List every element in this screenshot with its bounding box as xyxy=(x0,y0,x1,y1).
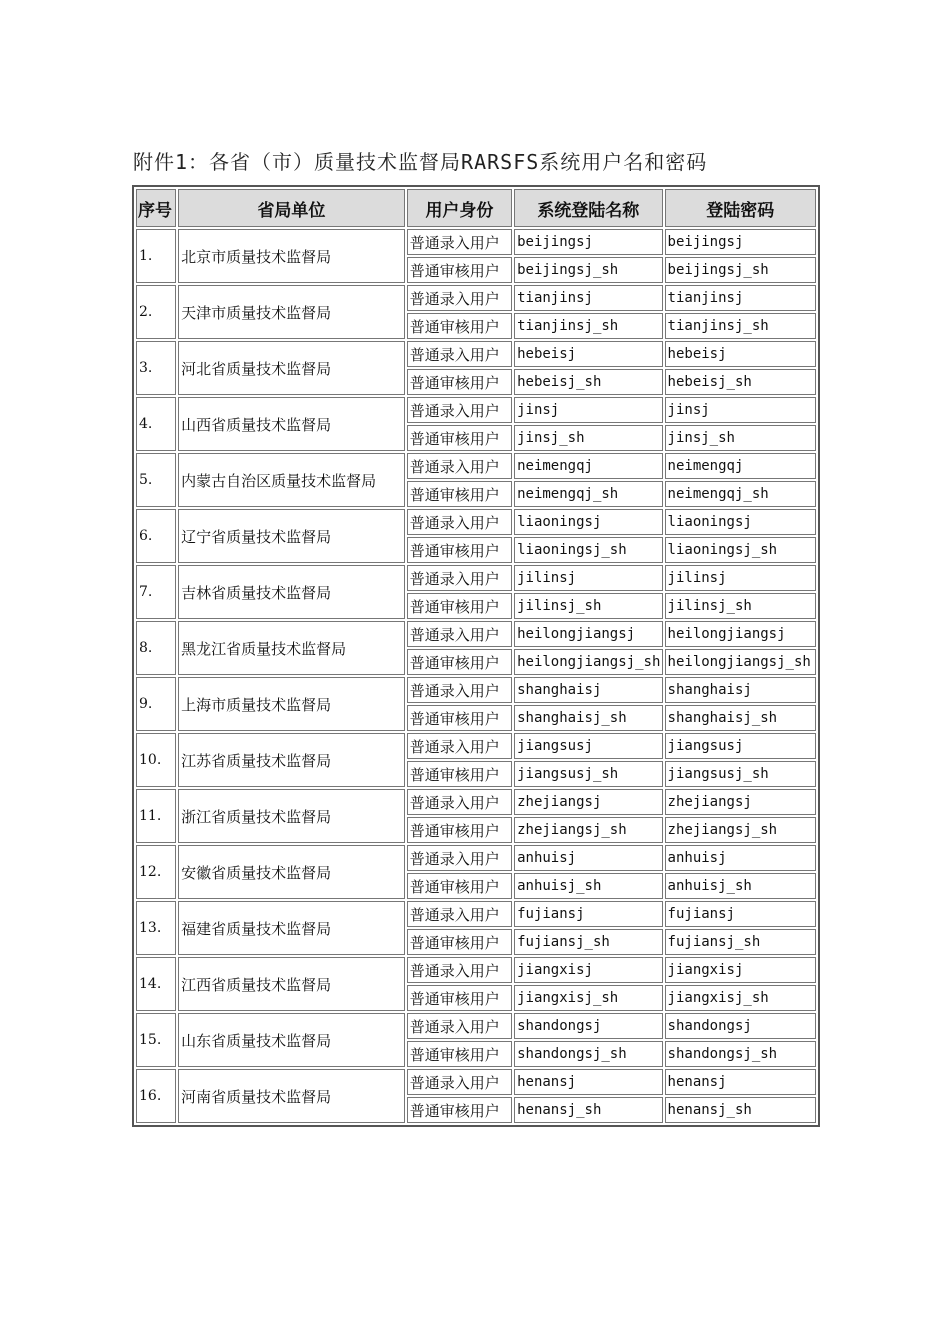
cell-login: zhejiangsj xyxy=(514,789,662,815)
cell-login: anhuisj_sh xyxy=(514,873,662,899)
cell-role: 普通审核用户 xyxy=(407,761,512,787)
cell-password: henansj_sh xyxy=(665,1097,816,1123)
cell-role: 普通录入用户 xyxy=(407,565,512,591)
cell-unit: 河南省质量技术监督局 xyxy=(178,1069,405,1123)
header-role: 用户身份 xyxy=(407,189,512,227)
cell-unit: 山东省质量技术监督局 xyxy=(178,1013,405,1067)
cell-role: 普通录入用户 xyxy=(407,957,512,983)
header-seq: 序号 xyxy=(136,189,176,227)
cell-login: zhejiangsj_sh xyxy=(514,817,662,843)
cell-seq: 3. xyxy=(136,341,176,395)
cell-login: jilinsj xyxy=(514,565,662,591)
cell-role: 普通审核用户 xyxy=(407,873,512,899)
cell-unit: 江苏省质量技术监督局 xyxy=(178,733,405,787)
cell-role: 普通录入用户 xyxy=(407,677,512,703)
cell-seq: 10. xyxy=(136,733,176,787)
cell-role: 普通录入用户 xyxy=(407,397,512,423)
table-row xyxy=(136,341,816,367)
cell-seq: 4. xyxy=(136,397,176,451)
cell-role: 普通审核用户 xyxy=(407,313,512,339)
cell-role: 普通审核用户 xyxy=(407,929,512,955)
cell-password: liaoningsj_sh xyxy=(665,537,816,563)
header-unit: 省局单位 xyxy=(178,189,405,227)
cell-unit: 山西省质量技术监督局 xyxy=(178,397,405,451)
cell-login: shanghaisj_sh xyxy=(514,705,662,731)
cell-login: jiangxisj xyxy=(514,957,662,983)
cell-password: henansj xyxy=(665,1069,816,1095)
table-row xyxy=(136,845,816,871)
table-header-row xyxy=(136,189,816,227)
cell-password: fujiansj_sh xyxy=(665,929,816,955)
cell-role: 普通审核用户 xyxy=(407,649,512,675)
cell-password: jiangsusj_sh xyxy=(665,761,816,787)
cell-login: shandongsj_sh xyxy=(514,1041,662,1067)
cell-role: 普通录入用户 xyxy=(407,229,512,255)
cell-role: 普通审核用户 xyxy=(407,537,512,563)
cell-login: shandongsj xyxy=(514,1013,662,1039)
cell-login: heilongjiangsj_sh xyxy=(514,649,662,675)
cell-unit: 浙江省质量技术监督局 xyxy=(178,789,405,843)
cell-unit: 江西省质量技术监督局 xyxy=(178,957,405,1011)
cell-role: 普通审核用户 xyxy=(407,369,512,395)
cell-login: shanghaisj xyxy=(514,677,662,703)
cell-role: 普通录入用户 xyxy=(407,901,512,927)
cell-seq: 7. xyxy=(136,565,176,619)
cell-login: fujiansj_sh xyxy=(514,929,662,955)
cell-unit: 天津市质量技术监督局 xyxy=(178,285,405,339)
cell-seq: 11. xyxy=(136,789,176,843)
cell-password: jilinsj xyxy=(665,565,816,591)
cell-login: neimengqj_sh xyxy=(514,481,662,507)
cell-password: shanghaisj_sh xyxy=(665,705,816,731)
table-row xyxy=(136,901,816,927)
cell-login: jinsj xyxy=(514,397,662,423)
cell-role: 普通审核用户 xyxy=(407,705,512,731)
cell-login: hebeisj_sh xyxy=(514,369,662,395)
cell-role: 普通录入用户 xyxy=(407,789,512,815)
cell-password: tianjinsj xyxy=(665,285,816,311)
cell-password: heilongjiangsj_sh xyxy=(665,649,816,675)
document-title: 附件1：各省（市）质量技术监督局RARSFS系统用户名和密码 xyxy=(133,150,708,174)
cell-password: jinsj_sh xyxy=(665,425,816,451)
cell-password: jiangxisj_sh xyxy=(665,985,816,1011)
cell-unit: 北京市质量技术监督局 xyxy=(178,229,405,283)
cell-password: zhejiangsj_sh xyxy=(665,817,816,843)
cell-login: beijingsj_sh xyxy=(514,257,662,283)
cell-unit: 内蒙古自治区质量技术监督局 xyxy=(178,453,405,507)
cell-role: 普通审核用户 xyxy=(407,1041,512,1067)
cell-role: 普通审核用户 xyxy=(407,985,512,1011)
cell-password: neimengqj xyxy=(665,453,816,479)
table-row xyxy=(136,285,816,311)
cell-role: 普通录入用户 xyxy=(407,341,512,367)
cell-password: shanghaisj xyxy=(665,677,816,703)
table-row xyxy=(136,509,816,535)
table-row xyxy=(136,621,816,647)
cell-seq: 16. xyxy=(136,1069,176,1123)
table-row xyxy=(136,789,816,815)
cell-password: anhuisj xyxy=(665,845,816,871)
cell-seq: 13. xyxy=(136,901,176,955)
cell-password: fujiansj xyxy=(665,901,816,927)
cell-role: 普通录入用户 xyxy=(407,285,512,311)
cell-login: anhuisj xyxy=(514,845,662,871)
cell-role: 普通审核用户 xyxy=(407,593,512,619)
table-row xyxy=(136,1069,816,1095)
cell-password: shandongsj xyxy=(665,1013,816,1039)
cell-password: jilinsj_sh xyxy=(665,593,816,619)
cell-role: 普通审核用户 xyxy=(407,481,512,507)
table-row xyxy=(136,453,816,479)
cell-role: 普通录入用户 xyxy=(407,733,512,759)
table-body xyxy=(136,229,816,1123)
cell-seq: 15. xyxy=(136,1013,176,1067)
cell-role: 普通审核用户 xyxy=(407,817,512,843)
cell-seq: 12. xyxy=(136,845,176,899)
cell-seq: 2. xyxy=(136,285,176,339)
table-row xyxy=(136,397,816,423)
cell-login: tianjinsj xyxy=(514,285,662,311)
cell-login: henansj xyxy=(514,1069,662,1095)
cell-unit: 安徽省质量技术监督局 xyxy=(178,845,405,899)
cell-login: henansj_sh xyxy=(514,1097,662,1123)
cell-seq: 14. xyxy=(136,957,176,1011)
accounts-table-frame xyxy=(132,185,820,1127)
cell-login: jinsj_sh xyxy=(514,425,662,451)
cell-role: 普通录入用户 xyxy=(407,509,512,535)
cell-password: zhejiangsj xyxy=(665,789,816,815)
cell-unit: 吉林省质量技术监督局 xyxy=(178,565,405,619)
cell-password: shandongsj_sh xyxy=(665,1041,816,1067)
cell-password: liaoningsj xyxy=(665,509,816,535)
cell-role: 普通录入用户 xyxy=(407,1069,512,1095)
cell-role: 普通录入用户 xyxy=(407,621,512,647)
cell-role: 普通录入用户 xyxy=(407,453,512,479)
cell-password: jiangsusj xyxy=(665,733,816,759)
cell-unit: 河北省质量技术监督局 xyxy=(178,341,405,395)
cell-password: heilongjiangsj xyxy=(665,621,816,647)
cell-login: liaoningsj_sh xyxy=(514,537,662,563)
cell-login: beijingsj xyxy=(514,229,662,255)
cell-login: jiangsusj_sh xyxy=(514,761,662,787)
table-row xyxy=(136,957,816,983)
cell-password: tianjinsj_sh xyxy=(665,313,816,339)
cell-unit: 黑龙江省质量技术监督局 xyxy=(178,621,405,675)
cell-password: hebeisj_sh xyxy=(665,369,816,395)
table-row xyxy=(136,229,816,255)
table-row xyxy=(136,1013,816,1039)
cell-login: fujiansj xyxy=(514,901,662,927)
cell-password: neimengqj_sh xyxy=(665,481,816,507)
cell-seq: 5. xyxy=(136,453,176,507)
table-row xyxy=(136,565,816,591)
cell-password: beijingsj xyxy=(665,229,816,255)
cell-seq: 1. xyxy=(136,229,176,283)
cell-unit: 福建省质量技术监督局 xyxy=(178,901,405,955)
header-login: 系统登陆名称 xyxy=(514,189,662,227)
table-row xyxy=(136,733,816,759)
cell-login: neimengqj xyxy=(514,453,662,479)
cell-role: 普通录入用户 xyxy=(407,1013,512,1039)
header-password: 登陆密码 xyxy=(665,189,816,227)
cell-password: anhuisj_sh xyxy=(665,873,816,899)
cell-login: jilinsj_sh xyxy=(514,593,662,619)
cell-login: tianjinsj_sh xyxy=(514,313,662,339)
cell-login: jiangxisj_sh xyxy=(514,985,662,1011)
cell-login: hebeisj xyxy=(514,341,662,367)
cell-seq: 9. xyxy=(136,677,176,731)
accounts-table xyxy=(134,187,818,1125)
cell-login: jiangsusj xyxy=(514,733,662,759)
cell-login: liaoningsj xyxy=(514,509,662,535)
cell-seq: 8. xyxy=(136,621,176,675)
cell-password: beijingsj_sh xyxy=(665,257,816,283)
cell-role: 普通审核用户 xyxy=(407,257,512,283)
cell-password: jiangxisj xyxy=(665,957,816,983)
cell-role: 普通录入用户 xyxy=(407,845,512,871)
cell-login: heilongjiangsj xyxy=(514,621,662,647)
cell-role: 普通审核用户 xyxy=(407,425,512,451)
table-row xyxy=(136,677,816,703)
cell-role: 普通审核用户 xyxy=(407,1097,512,1123)
cell-unit: 上海市质量技术监督局 xyxy=(178,677,405,731)
cell-unit: 辽宁省质量技术监督局 xyxy=(178,509,405,563)
cell-seq: 6. xyxy=(136,509,176,563)
cell-password: hebeisj xyxy=(665,341,816,367)
cell-password: jinsj xyxy=(665,397,816,423)
